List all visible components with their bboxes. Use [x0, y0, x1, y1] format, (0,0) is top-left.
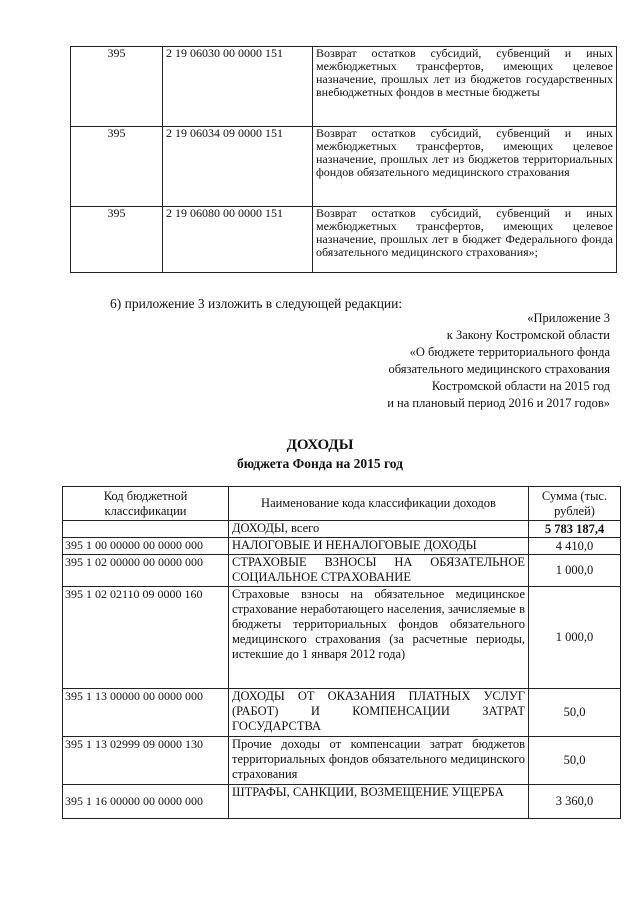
table-row [63, 555, 621, 587]
table-row [63, 689, 621, 737]
row-code: 395 1 13 00000 00 0000 000 [63, 689, 229, 737]
row-name: НАЛОГОВЫЕ И НЕНАЛОГОВЫЕ ДОХОДЫ [229, 538, 529, 555]
page-subtitle: бюджета Фонда на 2015 год [237, 456, 403, 471]
appendix-reference [280, 310, 610, 412]
row-code [63, 521, 229, 538]
header-sum: Сумма (тыс. рублей) [529, 487, 621, 521]
amendment-paragraph: 6) приложение 3 изложить в следующей редакции: [110, 296, 403, 311]
row-name: ШТРАФЫ, САНКЦИИ, ВОЗМЕЩЕНИЕ УЩЕРБА [229, 785, 529, 819]
row-name: ДОХОДЫ, всего [229, 521, 529, 538]
row-name: СТРАХОВЫЕ ВЗНОСЫ НА ОБЯЗАТЕЛЬНОЕ СОЦИАЛЬНОЕ СТРАХОВАНИЕ [229, 555, 529, 587]
admin-code: 395 [71, 47, 163, 127]
header-code: Код бюджетной классификации [63, 487, 229, 521]
row-code: 395 1 02 02110 09 0000 160 [63, 587, 229, 689]
table-row [63, 538, 621, 555]
row-sum: 1 000,0 [529, 555, 621, 587]
header-name: Наименование кода классификации доходов [229, 487, 529, 521]
table-row [63, 785, 621, 819]
appendix-line: к Закону Костромской области [446, 328, 610, 342]
appendix-line: и на плановый период 2016 и 2017 годов» [387, 396, 610, 410]
row-sum: 4 410,0 [529, 538, 621, 555]
row-code: 395 1 16 00000 00 0000 000 [63, 785, 229, 819]
appendix-line: обязательного медицинского страхования [388, 362, 610, 376]
appendix-line: «О бюджете территориального фонда [409, 345, 610, 359]
page-title: ДОХОДЫ [286, 437, 354, 453]
table-row [71, 47, 617, 127]
income-description: Возврат остатков субсидий, субвенций и иных межбюджетных трансфертов, имеющих целевое назначение, прошлых лет из бюджетов территориальных фондов обязательного медицинского страхования [313, 127, 617, 207]
transfers-return-table [70, 46, 617, 273]
table-row [71, 127, 617, 207]
kbk-code: 2 19 06034 09 0000 151 [163, 127, 313, 207]
table-row [63, 737, 621, 785]
admin-code: 395 [71, 127, 163, 207]
income-table [62, 486, 621, 819]
row-code: 395 1 00 00000 00 0000 000 [63, 538, 229, 555]
appendix-line: «Приложение 3 [527, 311, 610, 325]
row-sum: 50,0 [529, 689, 621, 737]
appendix-line: Костромской области на 2015 год [431, 379, 610, 393]
row-name: Страховые взносы на обязательное медицинское страхование неработающего населения, зачисляемые в бюджеты территориальных фондов обязательного медицинского страхования (за расчетные периоды, истекшие до 1 января 2012 года) [229, 587, 529, 689]
row-code: 395 1 13 02999 09 0000 130 [63, 737, 229, 785]
income-description: Возврат остатков субсидий, субвенций и иных межбюджетных трансфертов, имеющих целевое назначение, прошлых лет в бюджет Федерального фонда обязательного медицинского страхования»; [313, 207, 617, 273]
row-name: Прочие доходы от компенсации затрат бюджетов территориальных фондов обязательного медицинского страхования [229, 737, 529, 785]
kbk-code: 2 19 06030 00 0000 151 [163, 47, 313, 127]
admin-code: 395 [71, 207, 163, 273]
table-row [63, 587, 621, 689]
income-description: Возврат остатков субсидий, субвенций и иных межбюджетных трансфертов, имеющих целевое назначение, прошлых лет из бюджетов государственных внебюджетных фондов в местные бюджеты [313, 47, 617, 127]
row-name: ДОХОДЫ ОТ ОКАЗАНИЯ ПЛАТНЫХ УСЛУГ (РАБОТ) И КОМПЕНСАЦИИ ЗАТРАТ ГОСУДАРСТВА [229, 689, 529, 737]
row-sum: 1 000,0 [529, 587, 621, 689]
row-sum: 3 360,0 [529, 785, 621, 819]
row-sum: 50,0 [529, 737, 621, 785]
table-row [63, 521, 621, 538]
table-row [71, 207, 617, 273]
row-sum: 5 783 187,4 [529, 521, 621, 538]
row-code: 395 1 02 00000 00 0000 000 [63, 555, 229, 587]
kbk-code: 2 19 06080 00 0000 151 [163, 207, 313, 273]
table-header-row [63, 487, 621, 521]
